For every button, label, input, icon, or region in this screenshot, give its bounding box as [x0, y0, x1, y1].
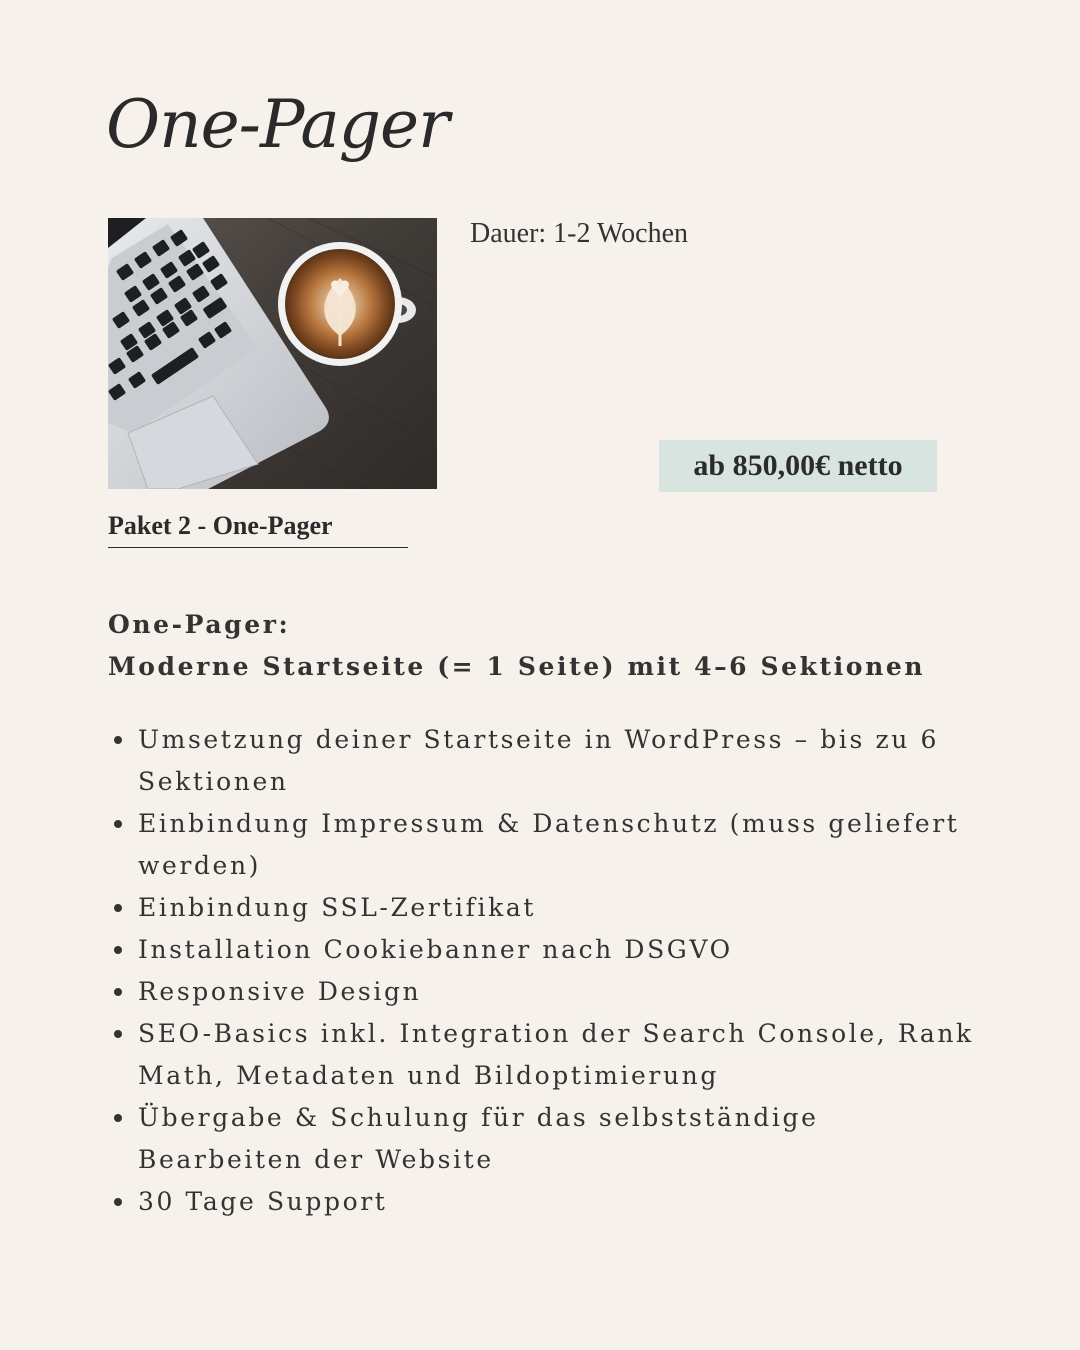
bullet-icon	[114, 736, 122, 744]
feature-list	[138, 719, 988, 1223]
feature-text: Einbindung SSL-Zertifikat	[138, 893, 536, 922]
heading-line-2: Moderne Startseite (= 1 Seite) mit 4–6 Sektionen	[108, 652, 926, 681]
feature-text: Einbindung Impressum & Datenschutz (muss geliefert werden)	[138, 809, 960, 880]
package-heading	[108, 604, 925, 688]
feature-text: Umsetzung deiner Startseite in WordPress – bis zu 6 Sektionen	[138, 725, 940, 796]
list-item	[138, 1181, 988, 1223]
list-item	[138, 929, 988, 971]
feature-text: Responsive Design	[138, 977, 422, 1006]
feature-text: Übergabe & Schulung für das selbstständige Bearbeiten der Website	[138, 1103, 819, 1174]
laptop-coffee-photo	[108, 218, 437, 489]
feature-text: 30 Tage Support	[138, 1187, 388, 1216]
list-item	[138, 971, 988, 1013]
duration-text: Dauer: 1-2 Wochen	[470, 218, 689, 249]
feature-text: Installation Cookiebanner nach DSGVO	[138, 935, 733, 964]
bullet-icon	[114, 988, 122, 996]
list-item	[138, 1013, 988, 1097]
list-item	[138, 719, 988, 803]
list-item	[138, 1097, 988, 1181]
bullet-icon	[114, 1198, 122, 1206]
page-title: One-Pager	[106, 86, 449, 163]
bullet-icon	[114, 1114, 122, 1122]
bullet-icon	[114, 904, 122, 912]
list-item	[138, 887, 988, 929]
heading-line-1: One-Pager:	[108, 610, 291, 639]
package-label: Paket 2 - One-Pager	[108, 511, 408, 548]
price-badge: ab 850,00€ netto	[659, 440, 937, 492]
bullet-icon	[114, 1030, 122, 1038]
bullet-icon	[114, 820, 122, 828]
list-item	[138, 803, 988, 887]
bullet-icon	[114, 946, 122, 954]
feature-text: SEO-Basics inkl. Integration der Search Console, Rank Math, Metadaten und Bildoptimierung	[138, 1019, 974, 1090]
